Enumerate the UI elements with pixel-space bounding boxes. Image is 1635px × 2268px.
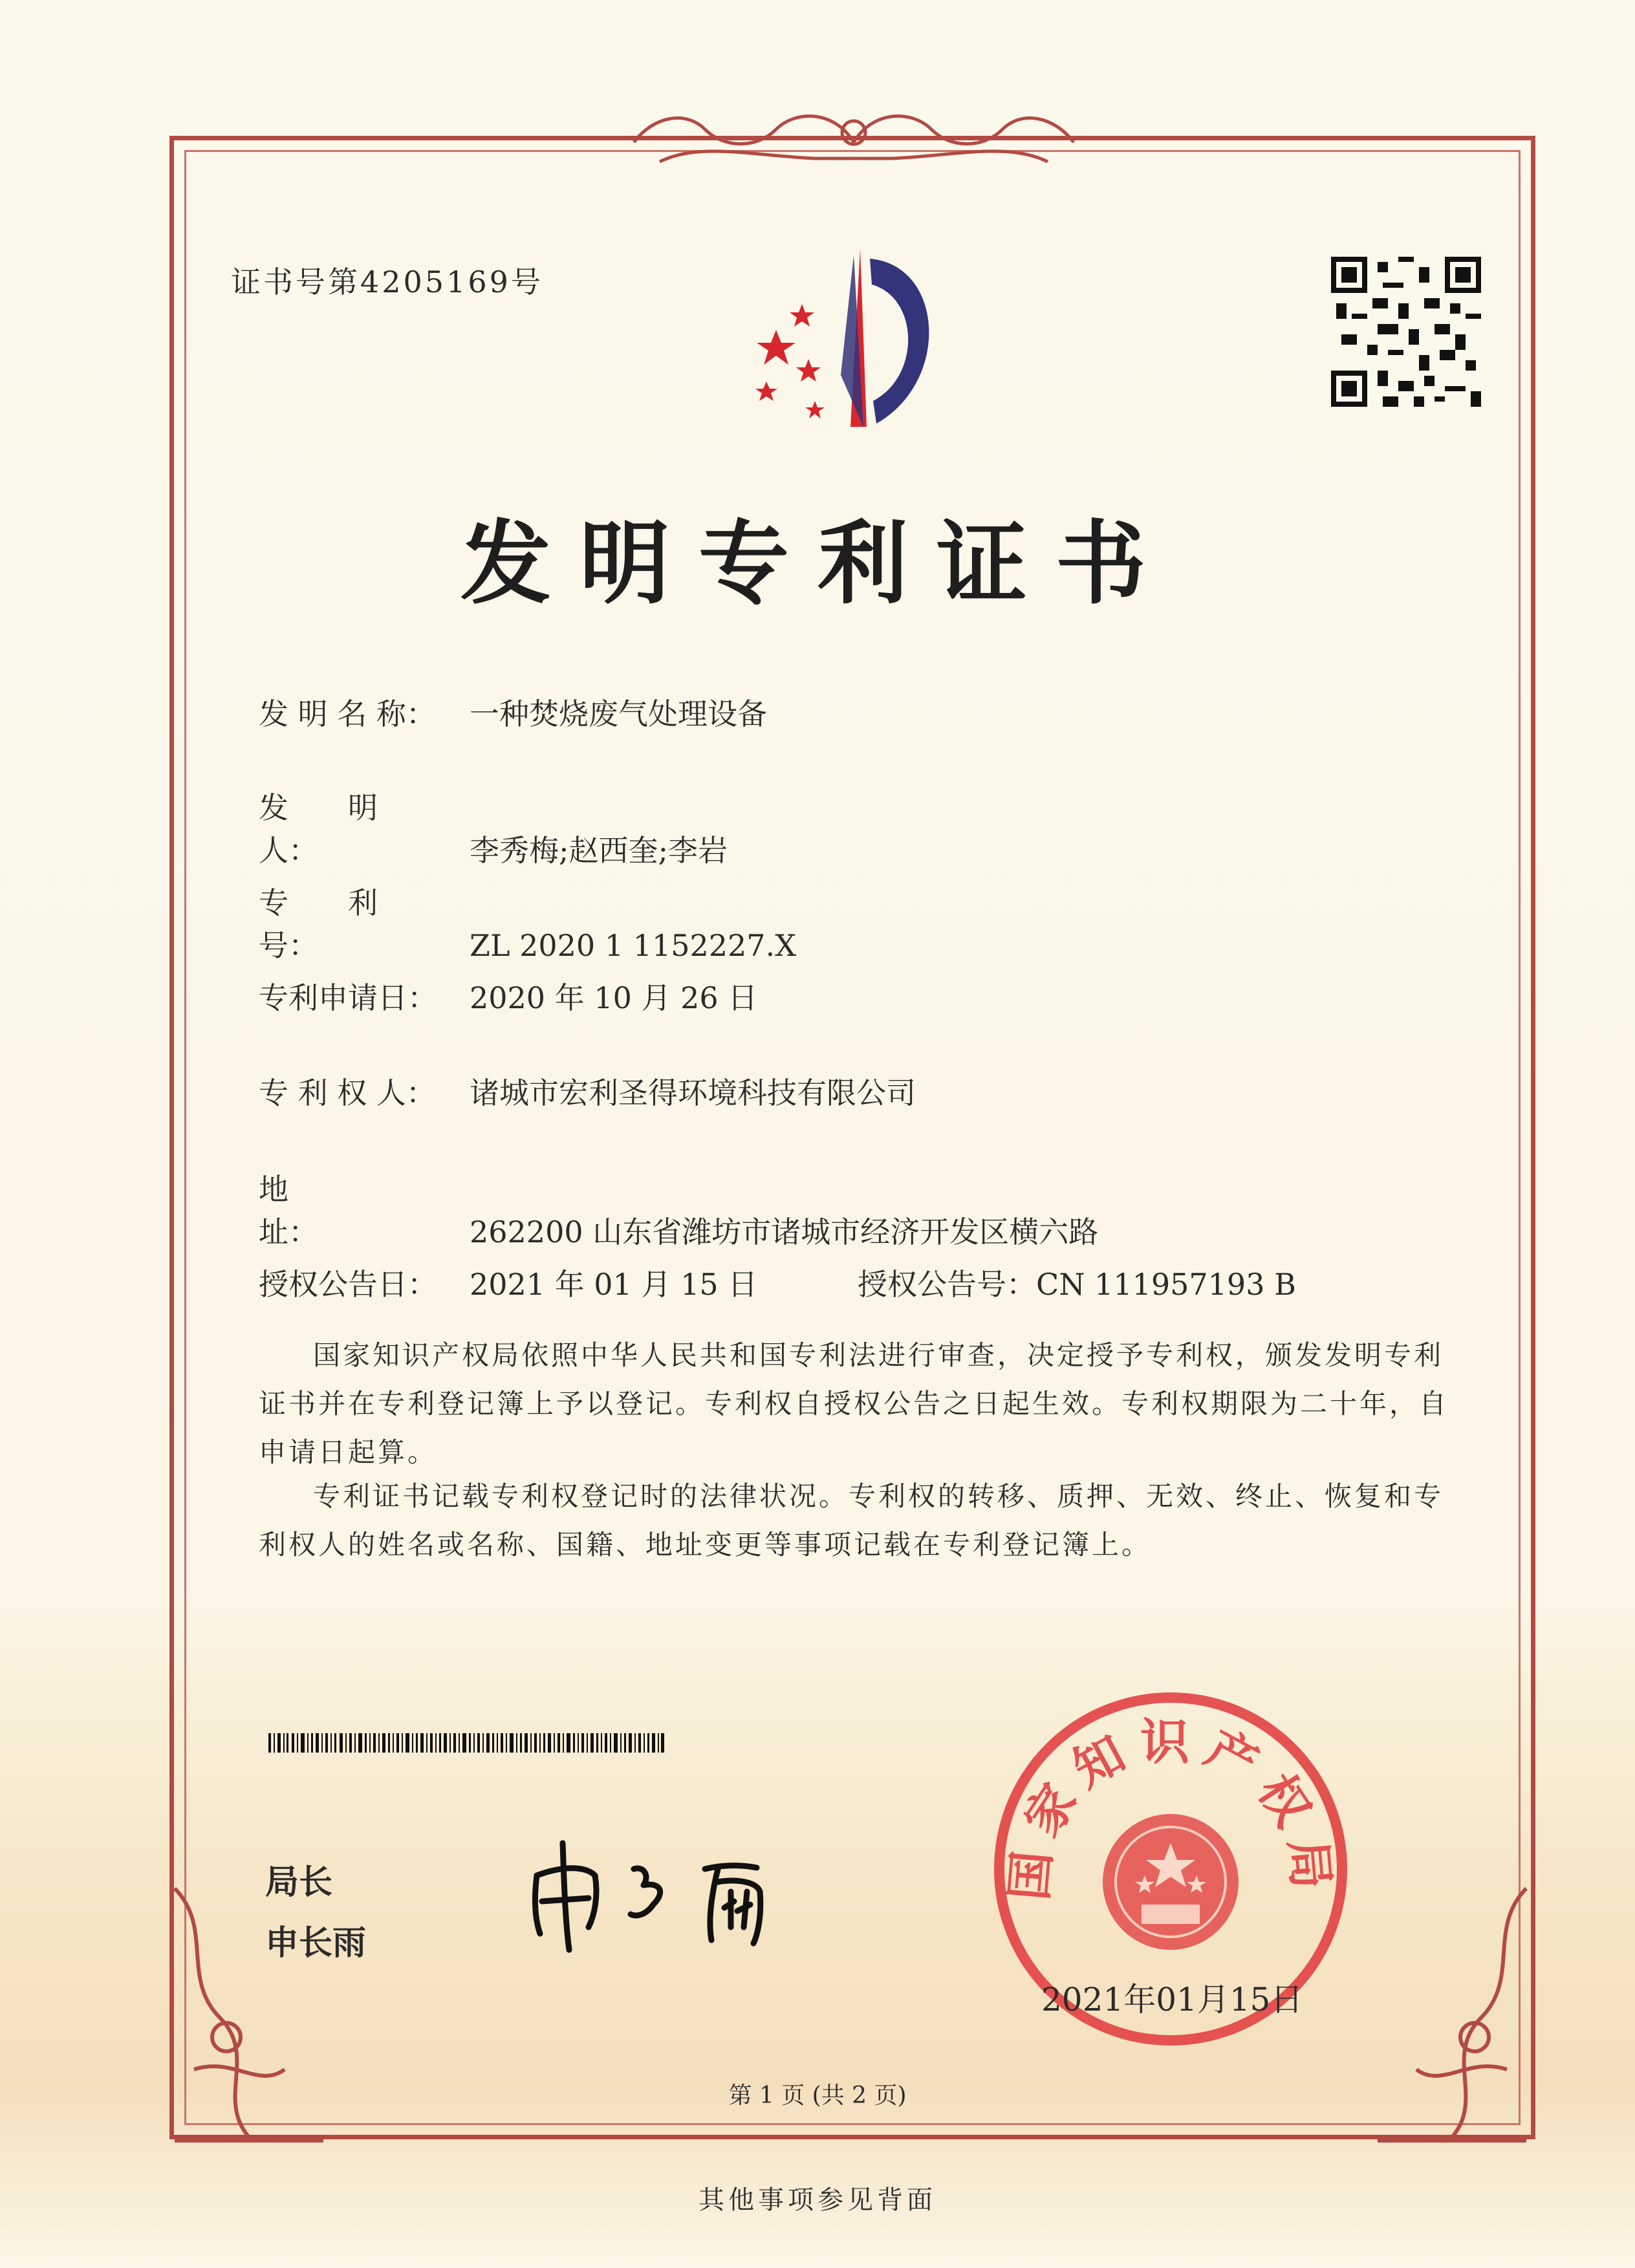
field-label: 授权公告号： <box>858 1267 1036 1302</box>
field-label: 发 明 人： <box>259 790 437 868</box>
back-note: 其他事项参见背面 <box>698 2185 937 2215</box>
field-label: 专利申请日： <box>259 980 437 1015</box>
field-label: 发 明 名 称： <box>259 697 436 731</box>
field-value: 诸城市宏利圣得环境科技有限公司 <box>470 1075 916 1110</box>
patent-office-logo <box>737 246 983 440</box>
field-value: 2020 年 10 月 26 日 <box>470 980 758 1015</box>
statement-paragraph-2: 专利证书记载专利权登记时的法律状况。专利权的转移、质押、无效、终止、恢复和专利权人的姓名或名称、国籍、地址变更等事项记载在专利登记簿上。 <box>259 1480 1444 1561</box>
statement-paragraph-1: 国家知识产权局依照中华人民共和国专利法进行审查，决定授予专利权，颁发发明专利证书并在专利登记簿上予以登记。专利权自授权公告之日起生效。专利权期限为二十年，自申请日起算。 <box>259 1339 1449 1468</box>
barcode <box>268 1733 664 1753</box>
director-signature <box>524 1830 860 1953</box>
field-value: 李秀梅;赵西奎;李岩 <box>470 833 728 868</box>
field-patent-number <box>259 880 796 965</box>
field-label: 专 利 权 人： <box>259 1075 436 1110</box>
field-grant-date <box>259 1261 757 1304</box>
top-ornament <box>621 97 1087 175</box>
field-value: 262200 山东省潍坊市诸城市经济开发区横六路 <box>470 1215 1099 1249</box>
field-address <box>259 1166 1098 1251</box>
field-label: 专 利 号： <box>259 885 437 963</box>
qr-code[interactable] <box>1331 257 1481 407</box>
svg-text:国家知识产权局: 国家知识产权局 <box>999 1713 1342 1903</box>
director-title: 局长 <box>265 1863 333 1902</box>
director-name: 申长雨 <box>265 1924 367 1963</box>
field-value: ZL 2020 1 1152227.X <box>470 928 796 963</box>
field-value: 一种焚烧废气处理设备 <box>470 697 767 731</box>
field-grant-number <box>858 1261 1296 1304</box>
field-value: CN 111957193 B <box>1036 1267 1296 1302</box>
certificate-number: 证书号第4205169号 <box>231 265 543 299</box>
field-value: 2021 年 01 月 15 日 <box>470 1267 758 1302</box>
bottom-right-ornament <box>1365 1875 1546 2154</box>
field-label: 授权公告日： <box>259 1267 437 1302</box>
page-info: 第 1 页 (共 2 页) <box>728 2082 907 2109</box>
field-inventor <box>259 784 728 870</box>
field-application-date <box>259 975 757 1017</box>
seal-date: 2021年01月15日 <box>1041 1981 1303 2018</box>
field-label: 地 址： <box>259 1172 437 1249</box>
field-invention-name <box>259 691 767 733</box>
field-patentee <box>259 1070 916 1112</box>
certificate-title: 发明专利证书 <box>460 511 1175 617</box>
